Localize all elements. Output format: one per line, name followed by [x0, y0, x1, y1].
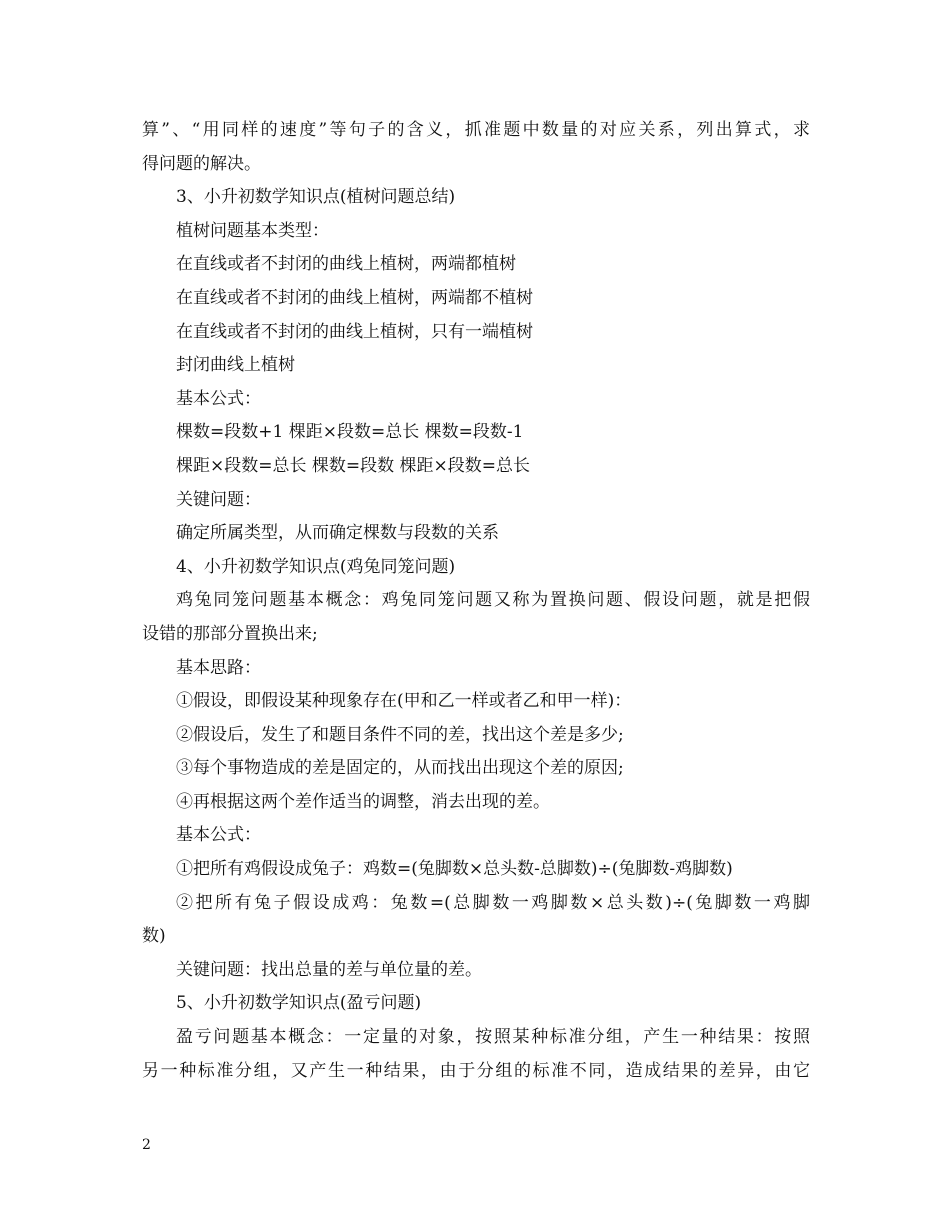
formula-line: ②把所有兔子假设成鸡：兔数=(总脚数一鸡脚数×总头数)÷(兔脚数一鸡脚 — [176, 892, 810, 913]
text-line: 基本公式： — [176, 388, 261, 409]
text-line: 在直线或者不封闭的曲线上植树，只有一端植树 — [176, 321, 533, 342]
text-line: 基本思路： — [176, 657, 261, 678]
text-line: 基本公式： — [176, 825, 261, 846]
list-item: ②假设后，发生了和题目条件不同的差，找出这个差是多少; — [176, 724, 624, 745]
text-line: 植树问题基本类型： — [176, 220, 329, 241]
text-line: 设错的那部分置换出来; — [142, 623, 318, 644]
text-line: 鸡兔同笼问题基本概念：鸡兔同笼问题又称为置换问题、假设问题，就是把假 — [176, 590, 810, 611]
text-line: 关键问题： — [176, 489, 261, 510]
text-line: 算”、“用同样的速度”等句子的含义，抓准题中数量的对应关系，列出算式，求 — [142, 120, 810, 140]
document-body — [142, 114, 810, 1088]
text-line: 确定所属类型，从而确定棵数与段数的关系 — [176, 523, 499, 544]
text-line: 另一种标准分组，又产生一种结果，由于分组的标准不同，造成结果的差异，由它 — [142, 1060, 810, 1081]
text-line: 在直线或者不封闭的曲线上植树，两端都不植树 — [176, 287, 533, 308]
formula-line: ①把所有鸡假设成兔子：鸡数=(兔脚数×总头数-总脚数)÷(兔脚数-鸡脚数) — [176, 859, 733, 880]
list-item: ④再根据这两个差作适当的调整，消去出现的差。 — [176, 791, 550, 812]
text-line: 关键问题：找出总量的差与单位量的差。 — [176, 959, 482, 980]
section-heading: 4、小升初数学知识点(鸡兔同笼问题) — [176, 556, 456, 577]
formula-line: 棵距×段数=总长 棵数=段数 棵距×段数=总长 — [176, 455, 531, 476]
text-line: 盈亏问题基本概念：一定量的对象，按照某种标准分组，产生一种结果：按照 — [176, 1027, 810, 1048]
list-item: ③每个事物造成的差是固定的，从而找出出现这个差的原因; — [176, 758, 624, 779]
formula-line: 棵数=段数+1 棵距×段数=总长 棵数=段数-1 — [176, 422, 524, 443]
page-number: 2 — [142, 1137, 151, 1153]
section-heading: 5、小升初数学知识点(盈亏问题) — [176, 993, 422, 1014]
text-line: 得问题的解决。 — [142, 153, 261, 174]
section-heading: 3、小升初数学知识点(植树问题总结) — [176, 187, 456, 208]
list-item: ①假设，即假设某种现象存在(甲和乙一样或者乙和甲一样)： — [176, 691, 632, 712]
text-line: 封闭曲线上植树 — [176, 355, 295, 376]
formula-line: 数) — [142, 926, 166, 947]
text-line: 在直线或者不封闭的曲线上植树，两端都植树 — [176, 254, 516, 275]
